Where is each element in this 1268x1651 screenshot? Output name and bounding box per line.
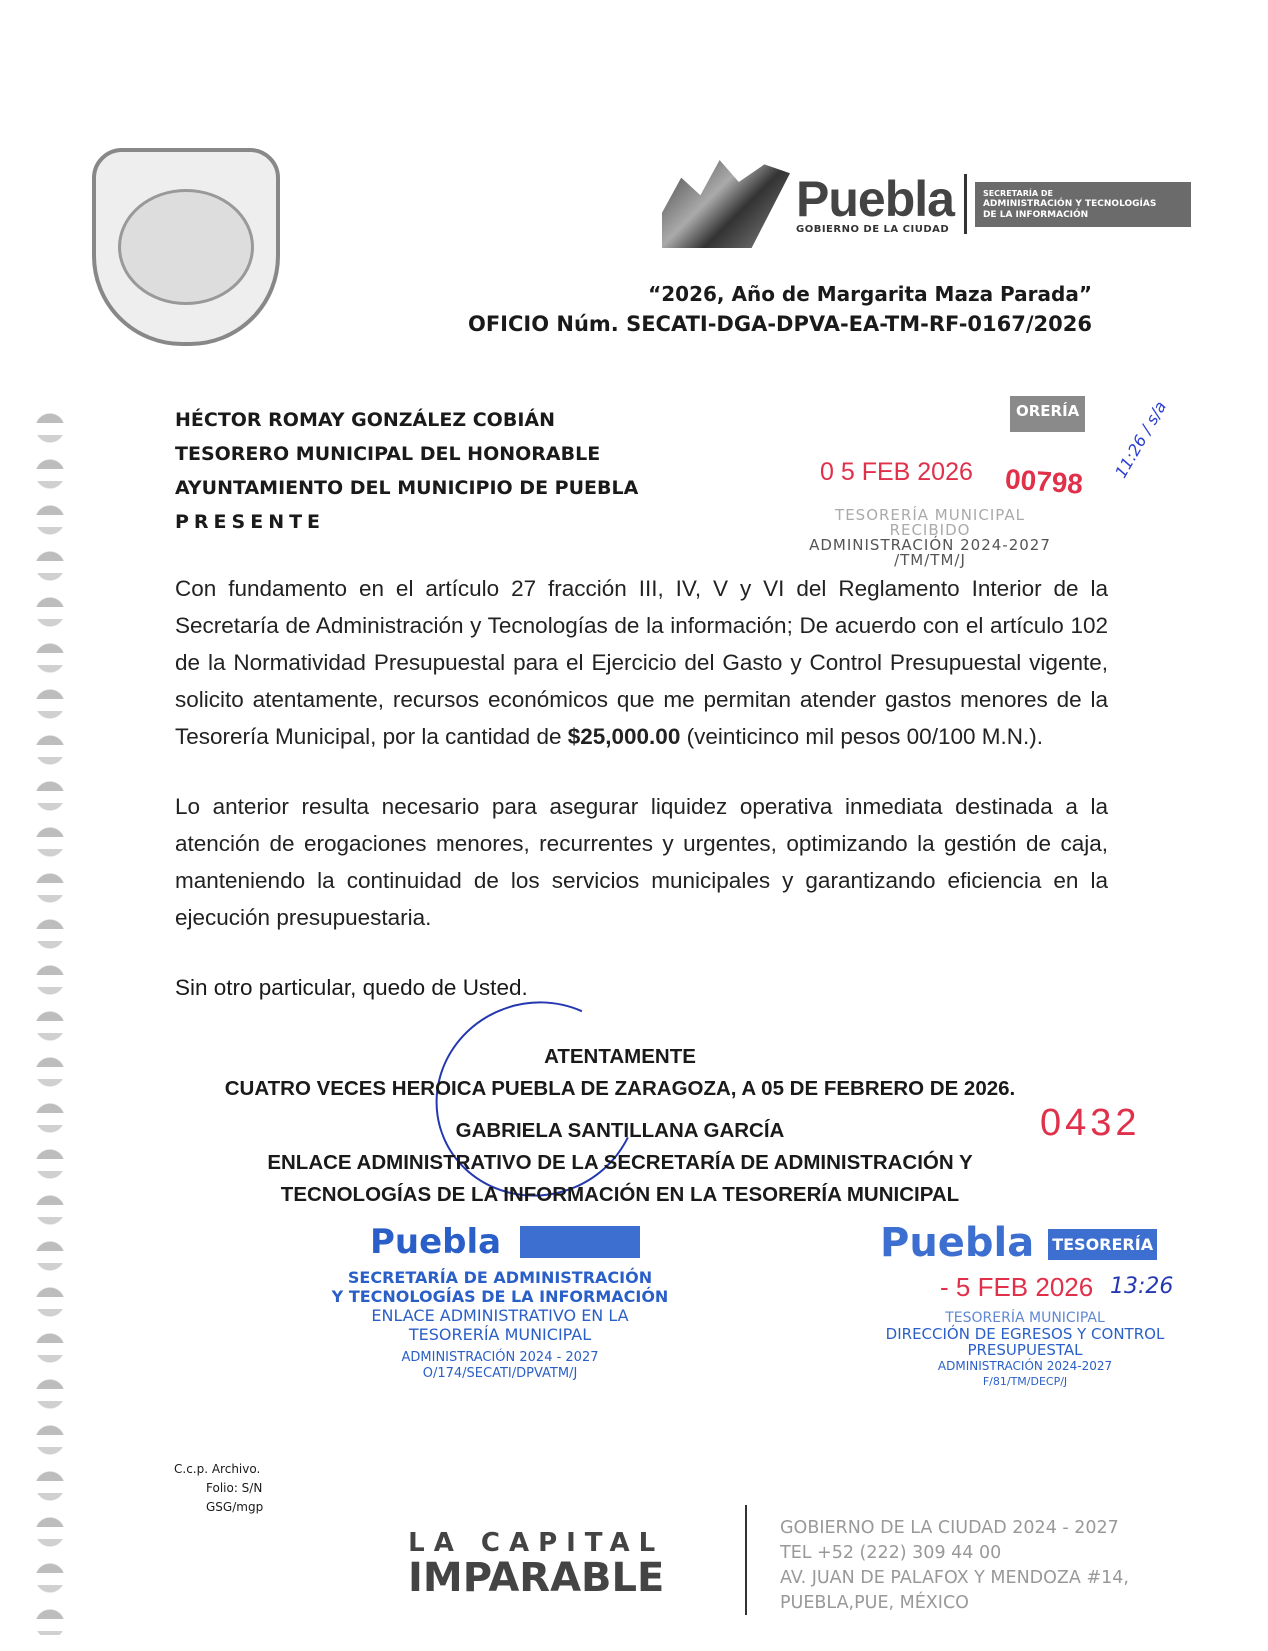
footer-divider <box>745 1505 747 1615</box>
letter-body <box>0 570 1268 1422</box>
logo-word: Puebla <box>796 170 954 227</box>
body-paragraph-2: Lo anterior resulta necesario para asegurar liquidez operativa inmediata destinada a la atención de erogaciones menores, recurrentes y urgentes, optimizando la gestión de caja, manteniendo la continuidad de los servicios municipales y garantizando eficiencia en la ejecución presupuestaria. <box>175 794 1108 930</box>
received-date: 0 5 FEB 2026 <box>820 458 973 486</box>
footer-slogan-logo <box>408 1528 665 1601</box>
ccp-line: C.c.p. Archivo. <box>174 1462 261 1476</box>
stamp-box: ORERÍA <box>1010 396 1085 432</box>
slogan-line: LA CAPITAL <box>408 1528 665 1558</box>
stamp-logo-word: Puebla <box>880 1220 1035 1266</box>
footer-contact <box>780 1516 1129 1616</box>
stamp-line: /TM/TM/J <box>894 551 966 569</box>
egresos-number: 0432 <box>1040 1102 1141 1144</box>
received-handwritten: 11:26 / s/a <box>1111 397 1171 482</box>
stamp-line: RECIBIDO <box>889 521 971 539</box>
paragraph-text: (veinticinco mil pesos 00/100 M.N.). <box>680 724 1043 749</box>
logo-subtitle: GOBIERNO DE LA CIUDAD <box>796 223 950 235</box>
body-paragraph-1 <box>175 570 1108 755</box>
received-number: 00798 <box>1004 463 1084 500</box>
stamp-logo-word: Puebla <box>370 1222 502 1262</box>
addressee-name: HÉCTOR ROMAY GONZÁLEZ COBIÁN <box>175 409 555 431</box>
puebla-government-logo <box>662 160 1191 248</box>
signer-role: ENLACE ADMINISTRATIVO DE LA SECRETARÍA DE ADMINISTRACIÓN Y <box>267 1151 973 1174</box>
stamp-admin: ADMINISTRACIÓN 2024 - 2027 O/174/SECATI/DPVATM/J <box>401 1350 599 1381</box>
oficio-number: OFICIO Núm. SECATI-DGA-DPVA-EA-TM-RF-0167/2026 <box>467 312 1092 336</box>
secati-stamp <box>330 1222 670 1382</box>
closing-line: Sin otro particular, quedo de Usted. <box>175 975 528 1000</box>
addressee-title: TESORERO MUNICIPAL DEL HONORABLE <box>175 443 601 465</box>
footer-line: GOBIERNO DE LA CIUDAD 2024 - 2027 <box>780 1518 1119 1538</box>
presente: PRESENTE <box>175 511 326 533</box>
addressee-title: AYUNTAMIENTO DEL MUNICIPIO DE PUEBLA <box>175 477 639 499</box>
stamp-logo-box <box>520 1226 640 1258</box>
ccp-block <box>174 1460 263 1517</box>
stamp-text: SECRETARÍA DE ADMINISTRACIÓN Y TECNOLOGÍAS DE LA INFORMACIÓN ENLACE ADMINISTRATIVO EN LA TESORERÍA MUNICIPAL <box>331 1268 669 1344</box>
atentamente: ATENTAMENTE <box>544 1045 696 1068</box>
signer-role: TECNOLOGÍAS DE LA INFORMACIÓN EN LA TESORERÍA MUNICIPAL <box>280 1183 960 1206</box>
slogan-line: IMPARABLE <box>408 1555 665 1601</box>
received-stamp <box>780 390 1180 568</box>
egresos-stamp-text: TESORERÍA MUNICIPAL DIRECCIÓN DE EGRESOS Y CONTROL PRESUPUESTAL ADMINISTRACIÓN 2024-2027 F/81/TM/DECP/J <box>885 1310 1165 1388</box>
received-lines <box>800 508 1060 568</box>
signature-section <box>0 1042 1268 1422</box>
city-seal-logo <box>92 148 280 346</box>
paragraph-text: Con fundamento en el artículo 27 fracción III, IV, V y VI del Reglamento Interior de la Secretaría de Administración y Tecnologías de la información; De acuerdo con el artículo 102 de la Normatividad Presupuestal para el Ejercicio del Gasto y Control Presupuestal vigente, solicito atentamente, recursos económicos que me permitan atender gastos menores de la Tesorería Municipal, por la cantidad de <box>175 576 1108 749</box>
egresos-handwritten: 13:26 <box>1110 1274 1174 1299</box>
ccp-line: GSG/mgp <box>206 1500 264 1514</box>
egresos-logo <box>880 1220 1157 1266</box>
signer-name: GABRIELA SANTILLANA GARCÍA <box>455 1119 785 1142</box>
footer-line: PUEBLA,PUE, MÉXICO <box>780 1593 969 1613</box>
secretaria-label: SECRETARÍA DE ADMINISTRACIÓN Y TECNOLOGÍAS DE LA INFORMACIÓN <box>975 182 1191 227</box>
stamp-line: TESORERÍA MUNICIPAL <box>835 506 1025 524</box>
year-motto: “2026, Año de Margarita Maza Parada” <box>648 282 1092 306</box>
stamp-line: ADMINISTRACIÓN 2024-2027 <box>809 536 1051 554</box>
tesoreria-box: TESORERÍA <box>1048 1229 1157 1260</box>
footer-line: TEL +52 (222) 309 44 00 <box>780 1543 1002 1563</box>
egresos-date: - 5 FEB 2026 <box>940 1272 1094 1302</box>
ccp-line: Folio: S/N <box>206 1481 263 1495</box>
place-date: CUATRO VECES HEROICA PUEBLA DE ZARAGOZA, A 05 DE FEBRERO DE 2026. <box>224 1077 1016 1100</box>
amount: $25,000.00 <box>567 724 681 749</box>
logo-emblem-icon <box>662 160 790 248</box>
addressee-block <box>175 403 638 539</box>
footer-line: AV. JUAN DE PALAFOX Y MENDOZA #14, <box>780 1568 1129 1588</box>
